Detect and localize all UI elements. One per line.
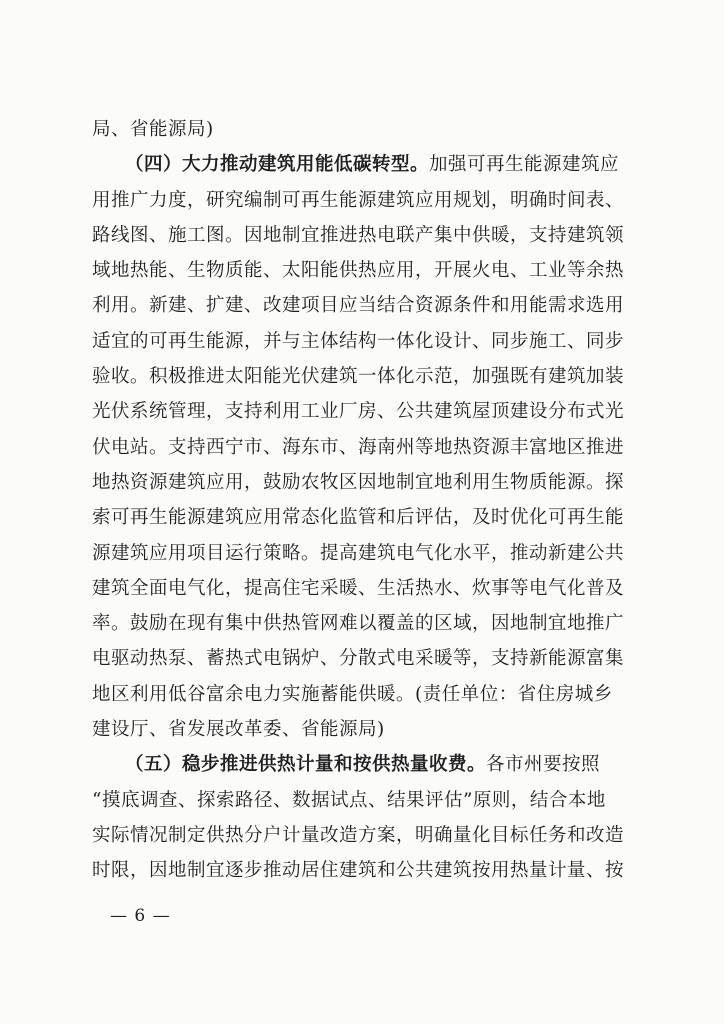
text-line	[92, 147, 632, 182]
text-run: 建设厅、省发展改革委、省能源局)	[92, 719, 385, 741]
text-run: 域地热能、生物质能、太阳能供热应用，开展火电、工业等余热	[92, 260, 625, 282]
text-run: 验收。积极推进太阳能光伏建筑一体化示范，加强既有建筑加装	[92, 366, 625, 388]
text-line	[92, 677, 632, 712]
text-line	[92, 324, 632, 359]
text-line	[92, 465, 632, 500]
text-run: 源建筑应用项目运行策略。提高建筑电气化水平，推动新建公共	[92, 542, 625, 564]
text-run: 电驱动热泵、蓄热式电锅炉、分散式电采暖等，支持新能源富集	[92, 648, 625, 670]
section-heading: （五）稳步推进供热计量和按供热量收费。	[125, 754, 487, 776]
text-line	[92, 853, 632, 888]
text-line	[92, 712, 632, 747]
text-run: 时限，因地制宜逐步推动居住建筑和公共建筑按用热量计量、按	[92, 860, 625, 882]
text-line	[92, 818, 632, 853]
body-text	[92, 112, 632, 889]
text-run: 率。鼓励在现有集中供热管网难以覆盖的区域，因地制宜地推广	[92, 613, 625, 635]
text-run: 路线图、施工图。因地制宜推进热电联产集中供暖，支持建筑领	[92, 224, 625, 246]
text-line	[92, 359, 632, 394]
text-run: 索可再生能源建筑应用常态化监管和后评估，及时优化可再生能	[92, 507, 625, 529]
text-run: 地区利用低谷富余电力实施蓄能供暖。(责任单位：省住房城乡	[92, 683, 613, 705]
text-run: 实际情况制定供热分户计量改造方案，明确量化目标任务和改造	[92, 824, 625, 846]
text-line	[92, 783, 632, 818]
text-run: 用推广力度，研究编制可再生能源建筑应用规划，明确时间表、	[92, 189, 625, 211]
text-line	[92, 183, 632, 218]
text-line	[92, 218, 632, 253]
text-line	[92, 394, 632, 429]
text-line	[92, 536, 632, 571]
text-run: 光伏系统管理，支持利用工业厂房、公共建筑屋顶建设分布式光	[92, 401, 625, 423]
text-line	[92, 747, 632, 782]
text-run: 各市州要按照	[486, 754, 601, 776]
text-run: 地热资源建筑应用，鼓励农牧区因地制宜地利用生物质能源。探	[92, 471, 625, 493]
text-line	[92, 571, 632, 606]
text-line	[92, 112, 632, 147]
text-line	[92, 606, 632, 641]
text-line	[92, 430, 632, 465]
section-heading: （四）大力推动建筑用能低碳转型。	[125, 154, 430, 176]
text-run: “摸底调查、探索路径、数据试点、结果评估”原则，结合本地	[92, 789, 606, 811]
text-run: 适宜的可再生能源，并与主体结构一体化设计、同步施工、同步	[92, 330, 625, 352]
text-line	[92, 641, 632, 676]
text-line	[92, 253, 632, 288]
text-line	[92, 500, 632, 535]
text-line	[92, 288, 632, 323]
text-run: 伏电站。支持西宁市、海东市、海南州等地热资源丰富地区推进	[92, 436, 625, 458]
page-number: — 6 —	[110, 906, 171, 926]
text-run: 局、省能源局)	[92, 119, 214, 140]
text-run: 利用。新建、扩建、改建项目应当结合资源条件和用能需求选用	[92, 295, 625, 317]
text-run: 加强可再生能源建筑应	[429, 154, 620, 176]
text-run: 建筑全面电气化，提高住宅采暖、生活热水、炊事等电气化普及	[92, 577, 625, 599]
